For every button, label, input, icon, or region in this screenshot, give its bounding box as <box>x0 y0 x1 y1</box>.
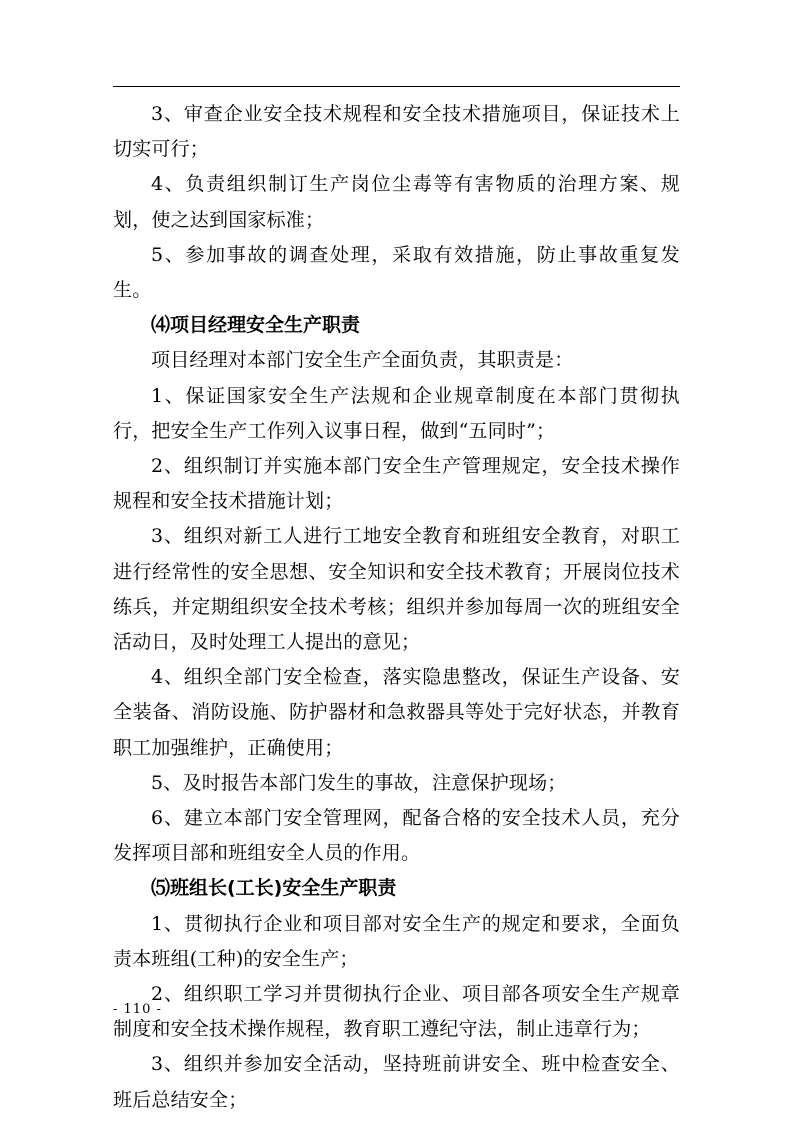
header-rule <box>113 86 680 87</box>
section-heading: ⑷项目经理安全生产职责 <box>151 314 361 337</box>
paragraph: 6、建立本部门安全管理网，配备合格的安全技术人员，充分发挥项目部和班组安全人员的作用。 <box>113 807 680 865</box>
page-number: - 110 - <box>113 1002 162 1017</box>
document-body <box>113 97 680 1118</box>
paragraph: 2、组织职工学习并贯彻执行企业、项目部各项安全生产规章制度和安全技术操作规程，教育职工遵纪守法，制止违章行为； <box>113 983 680 1041</box>
paragraph: 5、参加事故的调查处理，采取有效措施，防止事故重复发生。 <box>113 243 680 302</box>
paragraph: 3、组织并参加安全活动，坚持班前讲安全、班中检查安全、班后总结安全； <box>113 1053 680 1111</box>
paragraph: 3、审查企业安全技术规程和安全技术措施项目，保证技术上切实可行； <box>113 103 680 161</box>
paragraph: 2、组织制订并实施本部门安全生产管理规定，安全技术操作规程和安全技术措施计划； <box>113 455 680 513</box>
paragraph: 1、贯彻执行企业和项目部对安全生产的规定和要求，全面负责本班组(工种)的安全生产； <box>113 912 680 970</box>
paragraph: 5、及时报告本部门发生的事故，注意保护现场； <box>151 771 567 794</box>
paragraph: 项目经理对本部门安全生产全面负责，其职责是： <box>151 349 574 372</box>
section-heading: ⑸班组长(工长)安全生产职责 <box>151 877 397 900</box>
paragraph: 1、保证国家安全生产法规和企业规章制度在本部门贯彻执行，把安全生产工作列入议事日程，做到“五同时”； <box>113 384 680 442</box>
paragraph: 3、组织对新工人进行工地安全教育和班组安全教育，对职工进行经常性的安全思想、安全知识和安全技术教育；开展岗位技术练兵，并定期组织安全技术考核；组织并参加每周一次的班组安全活动日，及时处理工人提出的意见； <box>113 525 680 654</box>
paragraph: 4、负责组织制订生产岗位尘毒等有害物质的治理方案、规划，使之达到国家标准； <box>113 173 680 231</box>
paragraph: 4、组织全部门安全检查，落实隐患整改，保证生产设备、安全装备、消防设施、防护器材和急救器具等处于完好状态，并教育职工加强维护，正确使用； <box>113 666 680 759</box>
